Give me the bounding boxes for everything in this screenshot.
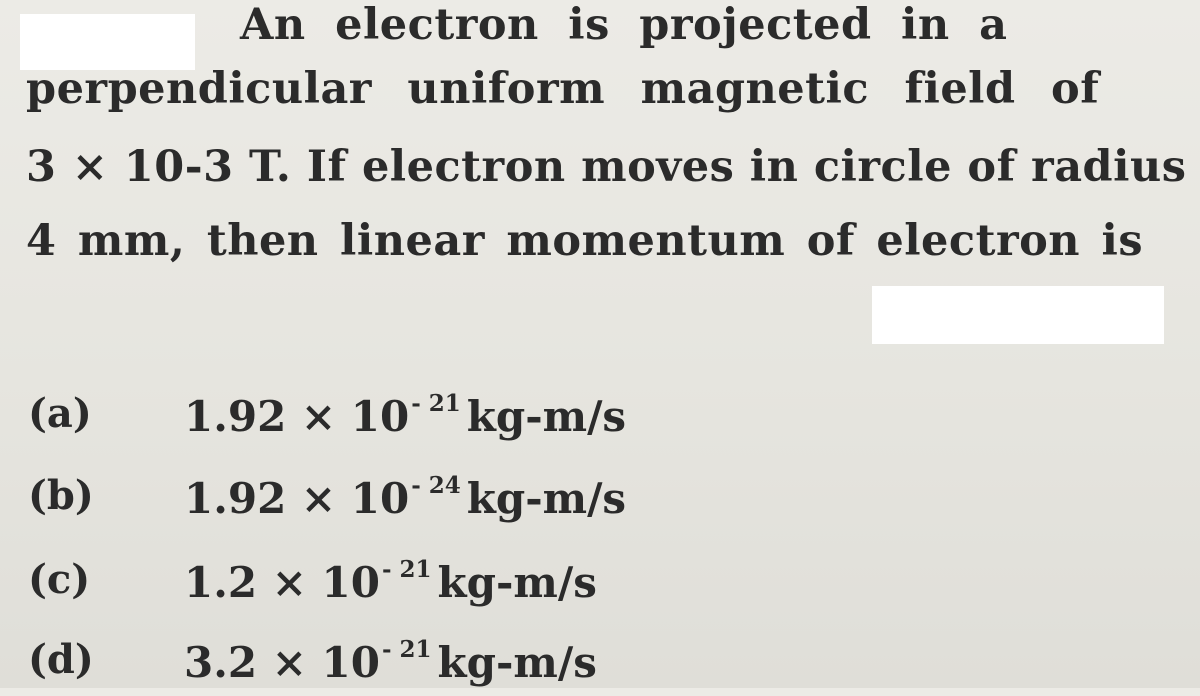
- option-exponent: - 21: [411, 390, 461, 417]
- option-mantissa: 1.92 × 10: [184, 474, 410, 523]
- option-exponent: - 21: [381, 636, 432, 663]
- question-line-3: [26, 142, 1186, 192]
- redacted-question-number: [20, 14, 195, 70]
- option-mantissa: 3.2 × 10: [184, 638, 380, 687]
- question-line-3-text: 3 × 10-3 T. If electron moves in circle of radius: [26, 142, 1187, 192]
- question-line-1: An electron is projected in a: [240, 0, 1008, 50]
- option-value: [184, 556, 597, 607]
- option-unit: kg-m/s: [466, 392, 627, 441]
- option-label: (d): [28, 636, 94, 683]
- option-mantissa: 1.2 × 10: [184, 558, 380, 607]
- option-value: [184, 472, 626, 523]
- option-unit: kg-m/s: [466, 474, 627, 523]
- option-label: (b): [28, 472, 94, 519]
- option-label: (a): [28, 390, 92, 437]
- option-value: [184, 390, 626, 441]
- option-exponent: - 21: [381, 556, 432, 583]
- option-mantissa: 1.92 × 10: [184, 392, 410, 441]
- question-line-2: perpendicular uniform magnetic field of: [26, 64, 1100, 114]
- option-unit: kg-m/s: [437, 638, 597, 687]
- option-value: [184, 636, 597, 687]
- question-line-4: 4 mm, then linear momentum of electron is: [26, 216, 1144, 266]
- option-exponent: - 24: [411, 472, 461, 499]
- redacted-blank: [872, 286, 1164, 344]
- option-unit: kg-m/s: [437, 558, 597, 607]
- option-label: (c): [28, 556, 91, 603]
